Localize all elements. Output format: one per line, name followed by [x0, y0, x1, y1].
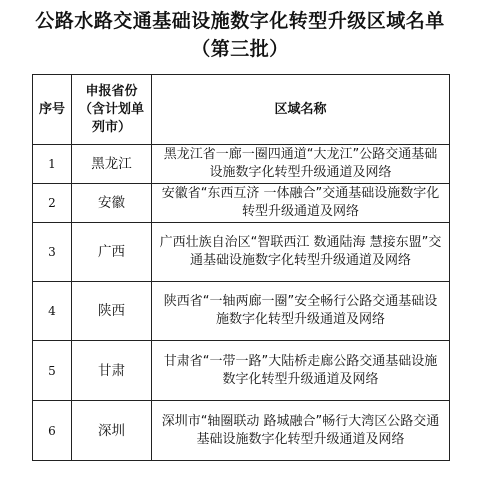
row-area-name: 黑龙江省一廊一圈四通道“大龙江”公路交通基础设施数字化转型升级通道及网络	[152, 145, 450, 184]
document-subtitle: （第三批）	[191, 38, 289, 60]
table-row	[33, 184, 450, 223]
row-province: 深圳	[72, 401, 152, 461]
row-area-name: 陕西省“一轴两廊一圈”安全畅行公路交通基础设施数字化转型升级通道及网络	[152, 282, 450, 341]
row-index: 1	[33, 145, 72, 184]
header-index: 序号	[33, 75, 72, 145]
table-row	[33, 223, 450, 282]
table-header-row	[33, 75, 450, 145]
row-province: 甘肃	[72, 341, 152, 401]
row-area-name: 安徽省“东西互济 一体融合”交通基础设施数字化转型升级通道及网络	[152, 184, 450, 223]
table-row	[33, 401, 450, 461]
row-index: 2	[33, 184, 72, 223]
row-province: 安徽	[72, 184, 152, 223]
document-title: 公路水路交通基础设施数字化转型升级区域名单	[35, 10, 445, 32]
header-area: 区域名称	[152, 75, 450, 145]
row-province: 陕西	[72, 282, 152, 341]
row-index: 3	[33, 223, 72, 282]
row-province: 广西	[72, 223, 152, 282]
table-row	[33, 282, 450, 341]
row-province: 黑龙江	[72, 145, 152, 184]
row-index: 6	[33, 401, 72, 461]
table-row	[33, 145, 450, 184]
row-area-name: 广西壮族自治区“智联西江 数通陆海 慧接东盟”交通基础设施数字化转型升级通道及网络	[152, 223, 450, 282]
header-province: 申报省份（含计划单列市）	[72, 75, 152, 145]
row-area-name: 深圳市“轴圈联动 路城融合”畅行大湾区公路交通基础设施数字化转型升级通道及网络	[152, 401, 450, 461]
row-area-name: 甘肃省“一带一路”大陆桥走廊公路交通基础设施数字化转型升级通道及网络	[152, 341, 450, 401]
region-list-table	[32, 74, 450, 461]
row-index: 5	[33, 341, 72, 401]
row-index: 4	[33, 282, 72, 341]
table-row	[33, 341, 450, 401]
